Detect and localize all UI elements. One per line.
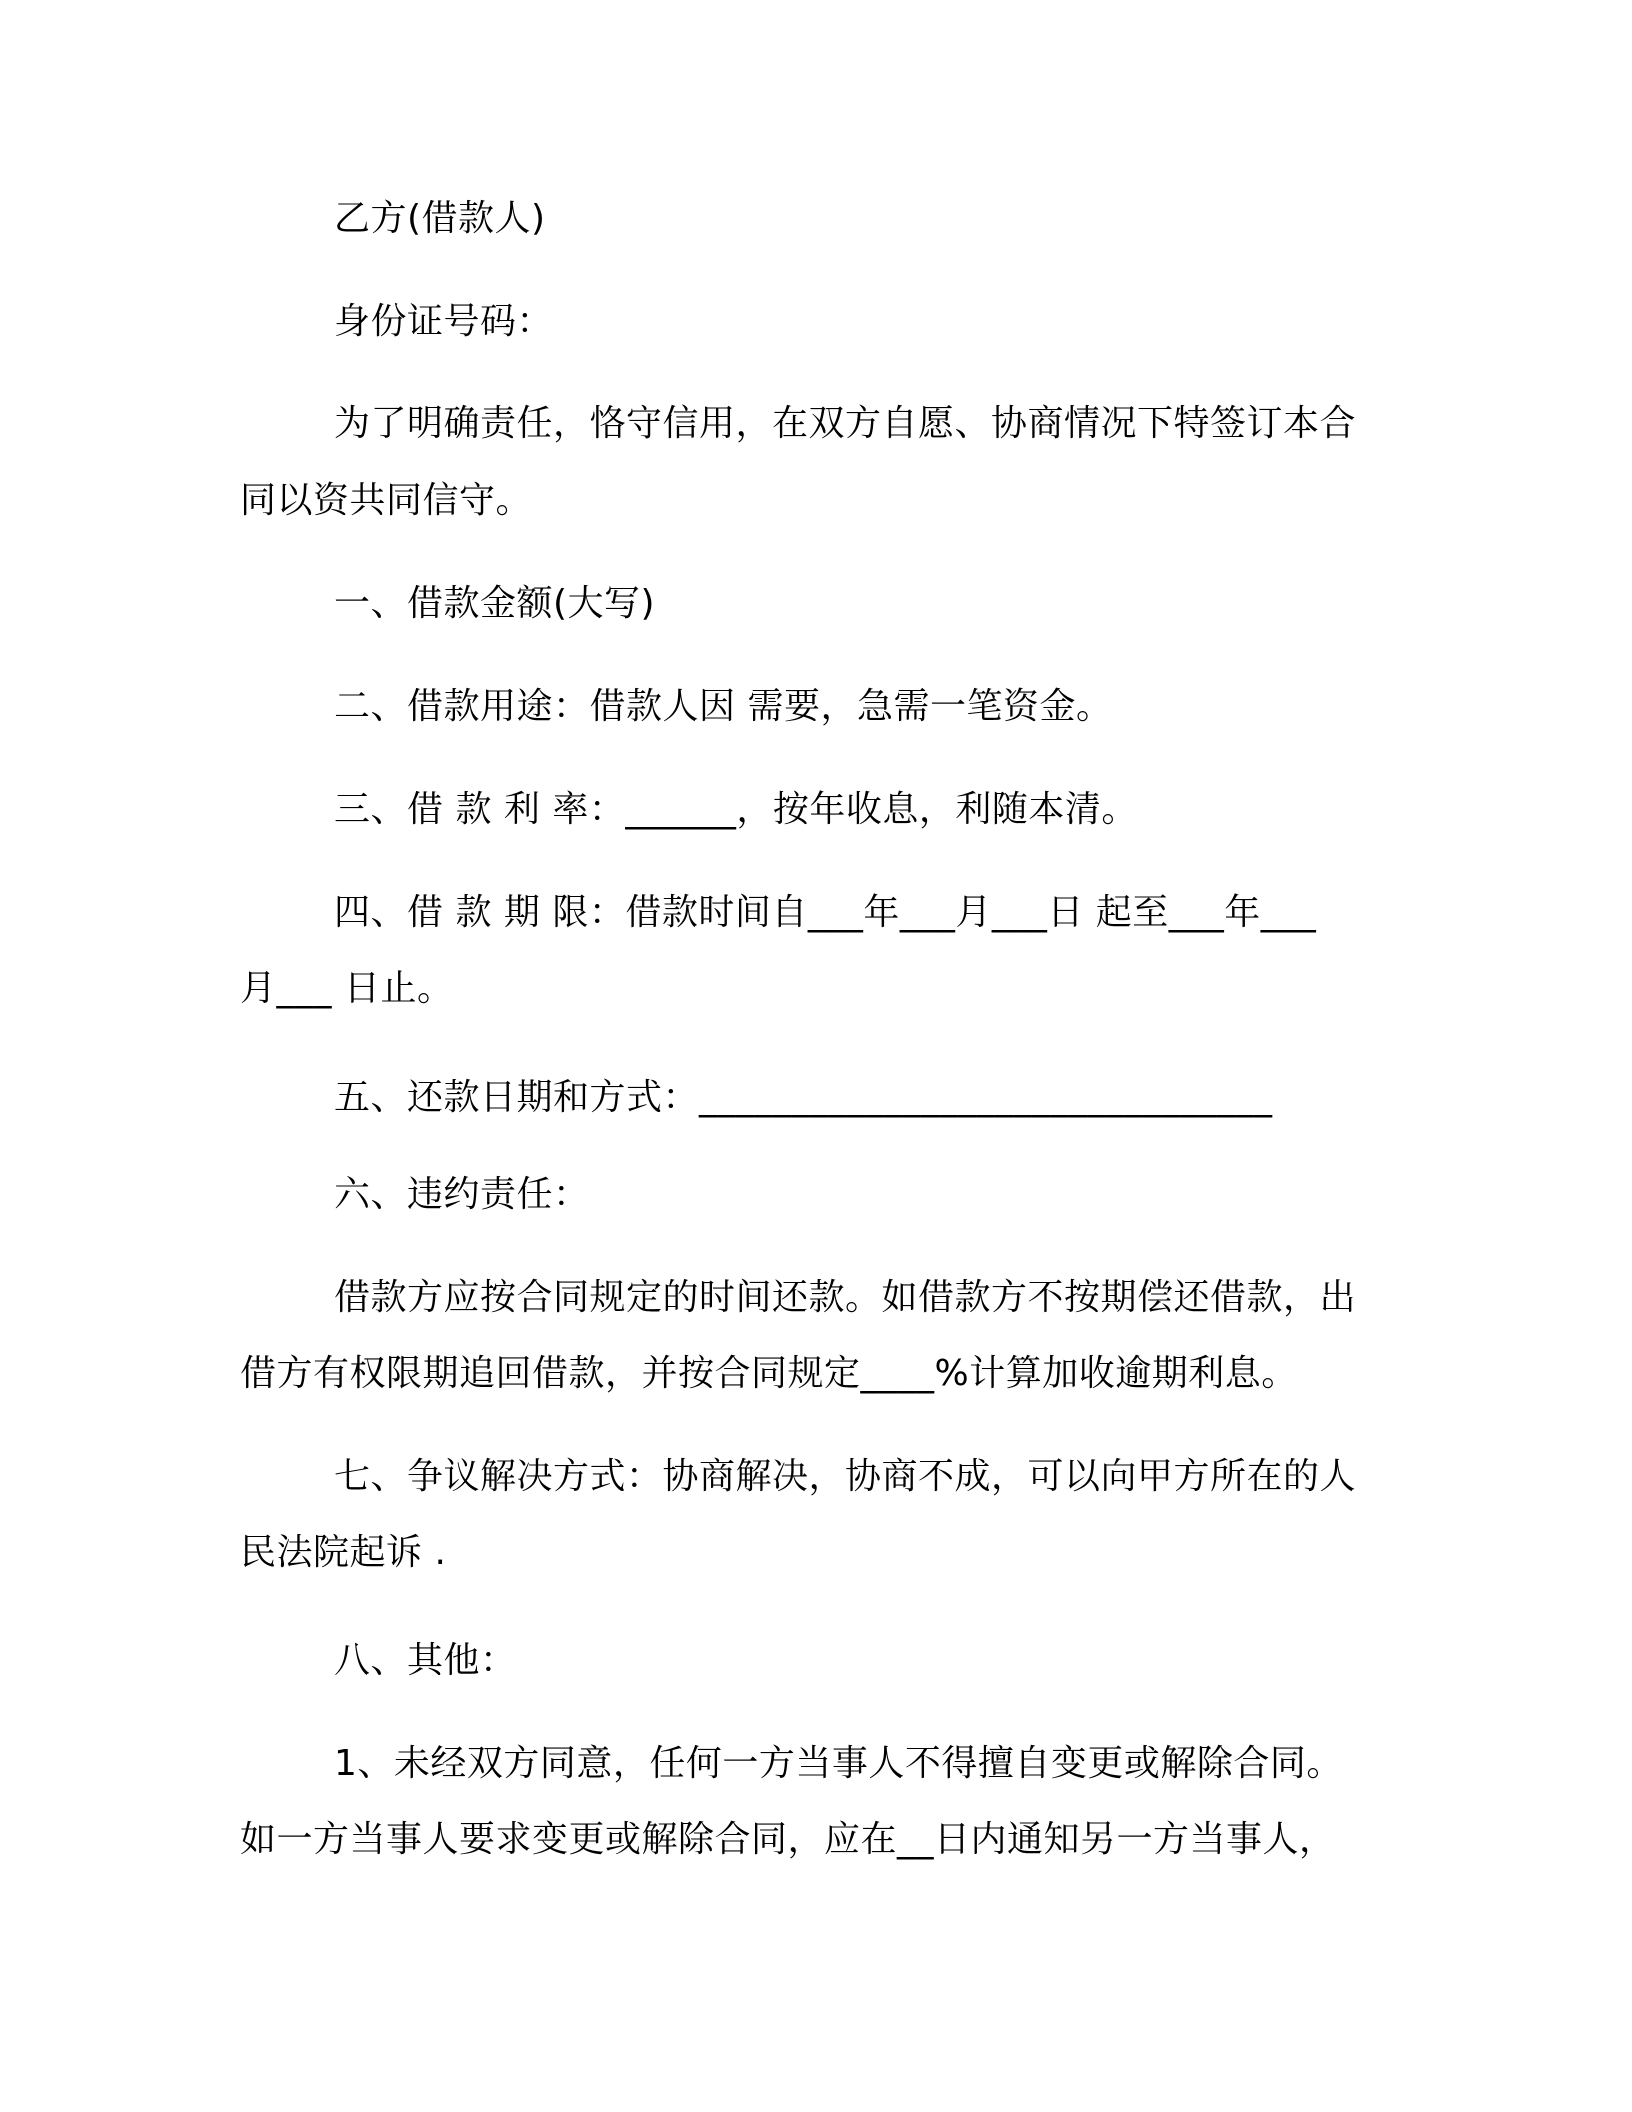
clause-6-liability-line-2: 借方有权限期追回借款，并按合同规定____%计算加收逾期利息。 [240,1353,1298,1394]
clause-8-item-1-line-2: 如一方当事人要求变更或解除合同，应在__日内通知另一方当事人， [240,1819,1336,1860]
preamble-line-2: 同以资共同信守。 [240,480,533,521]
clause-1-loan-amount: 一、借款金额(大写) [334,583,656,624]
clause-8-item-1-line-1: 1、未经双方同意，任何一方当事人不得擅自变更或解除合同。 [334,1743,1343,1784]
clause-4-loan-term-line-1: 四、借 款 期 限：借款时间自___年___月___日 起至___年___ [334,892,1317,933]
party-b-heading: 乙方(借款人) [334,198,546,239]
clause-5-repayment: 五、还款日期和方式：_______________________________ [334,1077,1273,1118]
clause-8-other-heading: 八、其他： [334,1640,517,1681]
clause-7-dispute-line-1: 七、争议解决方式：协商解决，协商不成，可以向甲方所在的人 [334,1456,1357,1497]
clause-4-loan-term-line-2: 月___ 日止。 [240,968,454,1009]
clause-7-dispute-line-2: 民法院起诉 . [240,1532,447,1573]
preamble-line-1: 为了明确责任，恪守信用，在双方自愿、协商情况下特签订本合 [334,403,1357,444]
clause-6-liability-line-1: 借款方应按合同规定的时间还款。如借款方不按期偿还借款，出 [334,1277,1357,1318]
id-number-field-label: 身份证号码： [334,301,554,342]
clause-3-interest-rate: 三、借 款 利 率：______，按年收息，利随本清。 [334,789,1138,830]
clause-2-loan-purpose: 二、借款用途：借款人因 需要，急需一笔资金。 [334,686,1113,727]
clause-6-liability-heading: 六、违约责任： [334,1174,590,1215]
